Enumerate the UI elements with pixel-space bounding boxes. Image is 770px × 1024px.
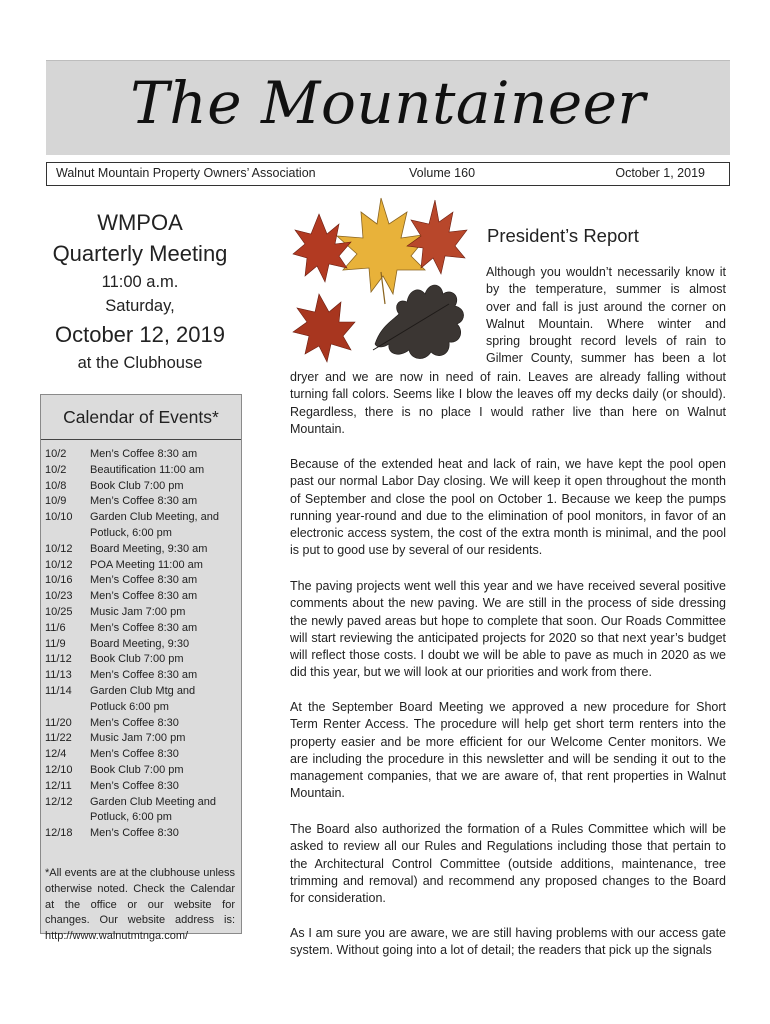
report-paragraph-1-line: spring brought record levels of rain to	[486, 334, 726, 349]
meeting-date: October 12, 2019	[54, 322, 225, 347]
calendar-event-row	[45, 826, 237, 842]
event-description: Men’s Coffee 8:30 am	[90, 448, 198, 460]
calendar-event-row	[45, 573, 237, 589]
event-description: Garden Club Mtg and	[90, 684, 196, 697]
event-description: Men’s Coffee 8:30 am	[90, 495, 198, 508]
calendar-event-row	[45, 747, 237, 763]
event-description: Men’s Coffee 8:30 am	[90, 590, 198, 603]
event-date: 11/12	[45, 653, 72, 666]
event-description: Board Meeting, 9:30 am	[90, 542, 208, 555]
event-description: Book Club 7:00 pm	[90, 763, 184, 776]
event-date: 11/6	[45, 621, 66, 634]
event-description: Men’s Coffee 8:30 am	[90, 669, 198, 682]
calendar-event-row	[45, 542, 237, 558]
meeting-title: Quarterly Meeting	[52, 241, 228, 266]
calendar-event-row	[45, 605, 237, 621]
calendar-event-row	[45, 589, 237, 605]
issue-info-bar	[46, 162, 730, 186]
event-date: 10/8	[45, 479, 67, 492]
calendar-event-row	[45, 510, 237, 526]
event-description: Music Jam 7:00 pm	[90, 605, 186, 618]
event-date: 11/14	[45, 684, 72, 697]
meeting-org: WMPOA	[97, 210, 183, 235]
report-paragraph-1-line: Gilmer County, summer has been a lot	[486, 351, 726, 366]
event-date: 11/22	[45, 732, 72, 745]
red-maple-leaf-lower	[293, 294, 355, 362]
event-description: Men’s Coffee 8:30	[90, 779, 179, 792]
calendar-event-row	[45, 763, 237, 779]
event-date: 10/23	[45, 590, 73, 603]
event-date: 10/16	[45, 574, 73, 587]
calendar-event-row	[45, 621, 237, 637]
report-paragraph-1-line: over and fall is just around the corner on	[486, 299, 726, 314]
event-description: Book Club 7:00 pm	[90, 653, 184, 666]
calendar-event-list	[45, 447, 237, 842]
event-description: Garden Club Meeting, and	[90, 511, 220, 524]
event-date: 12/18	[45, 827, 73, 840]
event-date: 10/9	[45, 495, 67, 508]
event-description: Men’s Coffee 8:30	[90, 827, 179, 840]
event-date: 10/12	[45, 542, 73, 555]
calendar-box	[40, 394, 242, 943]
newsletter-title: The Mountaineer	[130, 69, 646, 137]
report-heading: President’s Report	[487, 225, 639, 246]
event-date: 10/25	[45, 605, 73, 618]
event-description: Book Club 7:00 pm	[90, 479, 184, 492]
masthead	[46, 60, 730, 155]
event-date: 12/4	[45, 748, 67, 761]
report-paragraph-5: The Board also authorized the formation of a Rules Committee which will be asked to review all our Rules and Regulations including those that pertain to the Architectural Control Committee (outside additions, maintenance, tree trimming and removal) and recommend any proposed changes to the Board for consideration.	[290, 822, 726, 906]
event-description: Music Jam 7:00 pm	[90, 732, 186, 745]
calendar-divider	[41, 439, 241, 440]
event-date: 12/12	[45, 795, 73, 808]
issue-date: October 1, 2019	[615, 166, 705, 180]
calendar-event-row	[45, 731, 237, 747]
report-paragraph-3: The paving projects went well this year and we have received several positive comments about the new paving. We are still in the process of side dressing the newly paved areas but hope to complete that soon. Our Roads Committee will start reviewing the anticipated projects for 2020 so that next year’s budget will reflect those costs. I doubt we will be able to pave as much in 2020 as we did this year, but we will look at our priorities and work from there.	[290, 579, 726, 680]
calendar-event-row	[45, 795, 237, 811]
event-date: 10/2	[45, 448, 67, 460]
calendar-event-row	[45, 637, 237, 653]
red-maple-leaf-left	[293, 214, 351, 282]
event-date: 10/12	[45, 558, 73, 571]
calendar-event-row	[45, 494, 237, 510]
calendar-event-row	[45, 684, 237, 700]
event-description: POA Meeting 11:00 am	[90, 558, 203, 571]
organization-name: Walnut Mountain Property Owners’ Association	[56, 166, 316, 180]
calendar-event-row	[45, 716, 237, 732]
calendar-event-row	[45, 668, 237, 684]
event-description: Men’s Coffee 8:30	[90, 748, 179, 761]
meeting-time: 11:00 a.m.	[101, 273, 179, 291]
report-paragraph-4: At the September Board Meeting we approved a new procedure for Short Term Renter Access. The procedure will help get short term renters into the property easier and be more efficient for our Welcome Center monitors. We are including the procedure in this newsletter and will be sending it out to the management companies, that we are aware of, that rent properties in Walnut Mountain.	[290, 700, 726, 801]
report-paragraph-1-line: Walnut Mountain. Where winter and	[486, 316, 726, 331]
calendar-footnote: *All events are at the clubhouse unless otherwise noted. Check the Calendar at the office or our website for changes. Our website address is: http://www.walnutmtnga.com/	[45, 867, 235, 943]
calendar-event-row	[45, 700, 237, 716]
event-description: Board Meeting, 9:30	[90, 637, 190, 650]
event-date: 10/10	[45, 511, 73, 524]
calendar-event-row	[45, 463, 237, 479]
autumn-leaves-image	[289, 194, 475, 370]
event-description: Beautification 11:00 am	[90, 463, 205, 476]
calendar-event-row	[45, 447, 237, 463]
report-paragraph-6: As I am sure you are aware, we are still having problems with our access gate system. Without going into a lot of detail; the readers that pick up the signals	[290, 926, 726, 958]
calendar-event-row	[45, 779, 237, 795]
event-date: 11/9	[45, 637, 66, 650]
event-description: Men’s Coffee 8:30	[90, 716, 179, 729]
report-paragraph-1-wrapped	[486, 264, 726, 368]
meeting-location: at the Clubhouse	[77, 354, 203, 372]
calendar-event-row	[45, 526, 237, 542]
report-paragraph-2: Because of the extended heat and lack of rain, we have kept the pool open past our normal Labor Day closing. We will keep it open throughout the month of September and close the pool on October 1. Because we keep the pumps running year-round and due to the elimination of pool monitors, in favor of an electronic access system, the cost of the extra month is minimal, and the pool is put to good use by several of our residents.	[290, 457, 726, 558]
calendar-event-row	[45, 652, 237, 668]
yellow-maple-leaf	[337, 198, 429, 304]
event-description: Potluck, 6:00 pm	[90, 526, 172, 539]
calendar-event-row	[45, 558, 237, 574]
calendar-event-row	[45, 479, 237, 495]
event-description: Garden Club Meeting and	[90, 795, 216, 808]
calendar-title: Calendar of Events*	[63, 407, 219, 427]
report-paragraph-1: dryer and we are now in need of rain. Leaves are already falling without turning fall colors. Seems like I blow the leaves off my decks daily (or should). Regardless, there is no place I would rather live than here on Walnut Mountain.	[290, 370, 726, 436]
event-description: Potluck 6:00 pm	[90, 700, 169, 713]
report-paragraph-1-line: Although you wouldn’t necessarily know it	[486, 265, 726, 279]
report-paragraph-1-line: by the temperature, summer is almost	[486, 282, 726, 297]
event-description: Potluck, 6:00 pm	[90, 811, 172, 824]
event-date: 12/10	[45, 763, 73, 776]
event-date: 10/2	[45, 463, 67, 476]
event-date: 11/20	[45, 716, 72, 729]
volume-number: Volume 160	[409, 166, 476, 180]
event-date: 11/13	[45, 669, 72, 682]
event-date: 12/11	[45, 779, 72, 792]
event-description: Men’s Coffee 8:30 am	[90, 574, 198, 587]
event-description: Men’s Coffee 8:30 am	[90, 621, 198, 634]
calendar-event-row	[45, 810, 237, 826]
meeting-day: Saturday,	[105, 297, 175, 315]
dark-oak-leaf	[373, 285, 464, 359]
